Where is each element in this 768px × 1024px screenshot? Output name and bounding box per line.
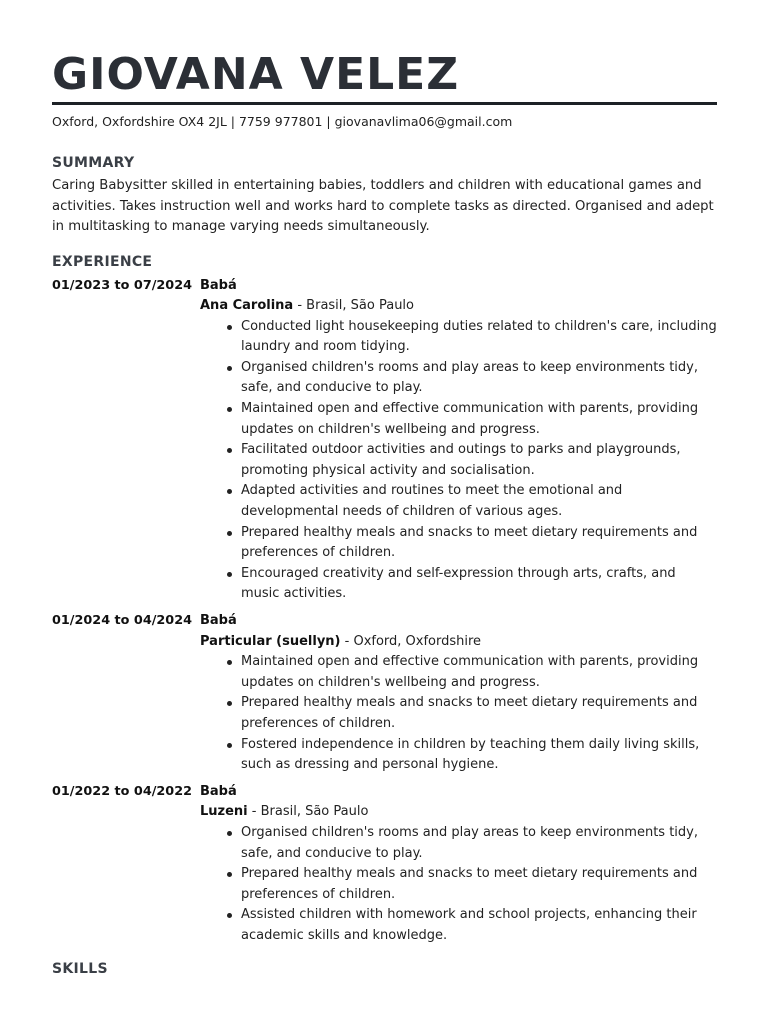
job-employer: Luzeni bbox=[200, 804, 248, 820]
bullet-icon bbox=[227, 448, 232, 453]
bullet-icon bbox=[227, 913, 232, 918]
job-entry bbox=[52, 782, 717, 947]
job-dates: 01/2024 to 04/2024 bbox=[52, 613, 193, 628]
list-item: Fostered independence in children by teaching them daily living skills, such as dressing and personal hygiene. bbox=[241, 735, 717, 776]
list-item: Maintained open and effective communication with parents, providing updates on children's wellbeing and progress. bbox=[241, 652, 717, 693]
bullet-icon bbox=[227, 325, 232, 330]
header-divider bbox=[52, 102, 717, 105]
list-item: Prepared healthy meals and snacks to meet dietary requirements and preferences of children. bbox=[241, 693, 717, 734]
list-item: Prepared healthy meals and snacks to meet dietary requirements and preferences of children. bbox=[241, 523, 717, 564]
bullet-icon bbox=[227, 489, 232, 494]
list-item: Organised children's rooms and play areas to keep environments tidy, safe, and conducive to play. bbox=[241, 823, 717, 864]
list-item: Maintained open and effective communication with parents, providing updates on children's wellbeing and progress. bbox=[241, 399, 717, 440]
contact-line: Oxford, Oxfordshire OX4 2JL | 7759 977801 | giovanavlima06@gmail.com bbox=[52, 114, 513, 129]
job-employer: Ana Carolina bbox=[200, 298, 294, 314]
job-dates: 01/2023 to 07/2024 bbox=[52, 277, 193, 293]
list-item: Adapted activities and routines to meet the emotional and developmental needs of children of various ages. bbox=[241, 481, 717, 522]
bullet-icon bbox=[227, 366, 232, 371]
job-entry bbox=[52, 276, 717, 606]
skills-heading: SKILLS bbox=[52, 960, 108, 977]
job-title: Babá bbox=[200, 783, 237, 799]
bullet-icon bbox=[227, 831, 232, 836]
job-title: Babá bbox=[200, 277, 237, 293]
list-item: Encouraged creativity and self-expression through arts, crafts, and music activities. bbox=[241, 564, 717, 605]
job-title: Babá bbox=[200, 613, 237, 628]
job-location: - Brasil, São Paulo bbox=[293, 298, 414, 314]
job-location: - Brasil, São Paulo bbox=[247, 804, 369, 820]
bullet-icon bbox=[227, 701, 232, 706]
bullet-icon bbox=[227, 660, 232, 665]
job-bullets bbox=[200, 317, 717, 605]
job-bullets bbox=[200, 652, 717, 776]
list-item: Prepared healthy meals and snacks to meet dietary requirements and preferences of children. bbox=[241, 864, 717, 905]
candidate-name: GIOVANA VELEZ bbox=[52, 49, 460, 100]
bullet-icon bbox=[227, 572, 232, 577]
summary-heading: SUMMARY bbox=[52, 155, 135, 171]
list-item: Assisted children with homework and school projects, enhancing their academic skills and knowledge. bbox=[241, 905, 717, 946]
bullet-icon bbox=[227, 743, 232, 748]
job-employer: Particular (suellyn) bbox=[200, 633, 341, 649]
summary-text: Caring Babysitter skilled in entertaining babies, toddlers and children with educational games and activities. Takes instruction well and works hard to complete tasks as directed. Organised and adept in multitasking to manage varying needs simultaneously. bbox=[52, 178, 714, 234]
bullet-icon bbox=[227, 872, 232, 877]
job-dates: 01/2022 to 04/2022 bbox=[52, 783, 193, 799]
bullet-icon bbox=[227, 407, 232, 412]
job-location: - Oxford, Oxfordshire bbox=[340, 633, 482, 649]
job-employer-line bbox=[200, 802, 717, 823]
experience-heading: EXPERIENCE bbox=[52, 253, 153, 270]
list-item: Organised children's rooms and play areas to keep environments tidy, safe, and conducive to play. bbox=[241, 358, 717, 399]
list-item: Conducted light housekeeping duties related to children's care, including laundry and room tidying. bbox=[241, 317, 717, 358]
experience-list bbox=[52, 276, 717, 947]
job-bullets bbox=[200, 823, 717, 947]
job-entry bbox=[52, 611, 717, 776]
resume-page bbox=[52, 0, 717, 979]
list-item: Facilitated outdoor activities and outings to parks and playgrounds, promoting physical activity and socialisation. bbox=[241, 440, 717, 481]
job-employer-line bbox=[200, 296, 717, 317]
bullet-icon bbox=[227, 531, 232, 536]
job-employer-line bbox=[200, 632, 717, 653]
